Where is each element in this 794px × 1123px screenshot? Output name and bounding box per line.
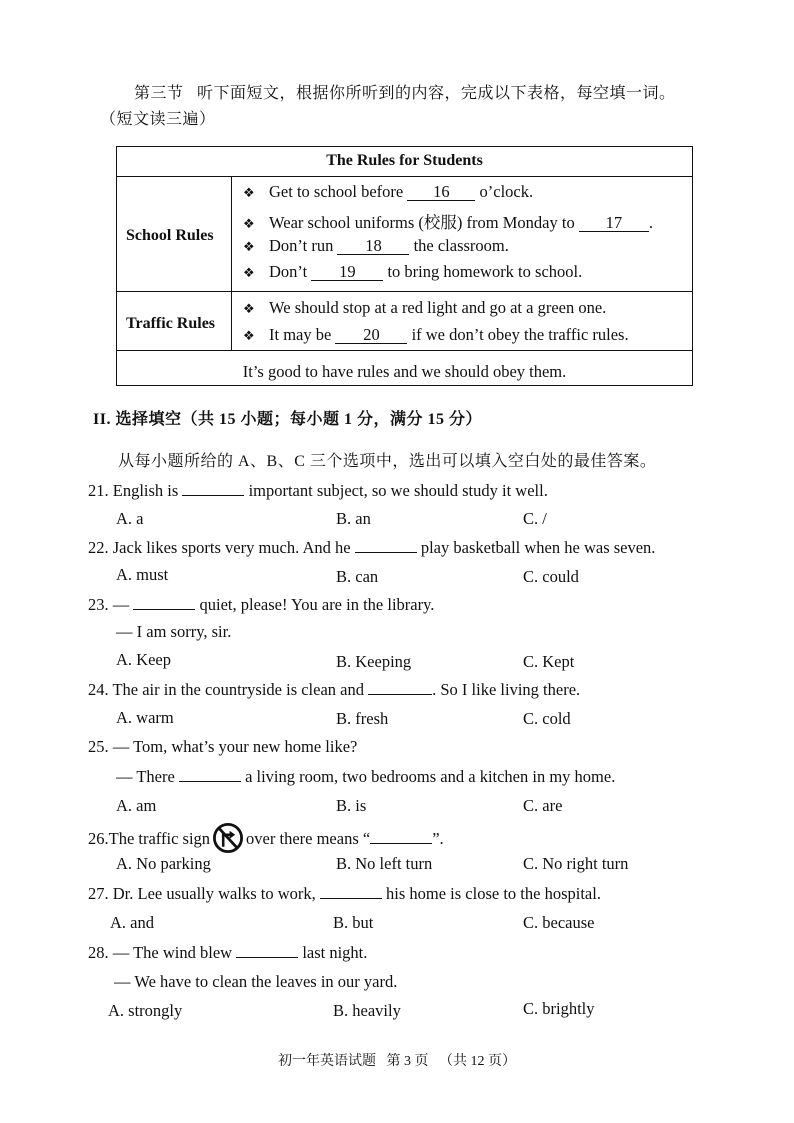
diamond-bullet-icon: ❖ [243,239,255,254]
question-text: last night. [302,943,368,962]
question-text: — There [116,767,175,786]
question-text: — [112,595,130,614]
option-a[interactable]: A. Keep [116,650,171,669]
answer-blank[interactable] [368,680,432,695]
school-rule-item [243,182,533,202]
rule-text: Don’t [269,262,308,281]
rule-text: Don’t run [269,236,334,255]
question-number: 23. [88,595,109,614]
table-title: The Rules for Students [326,152,483,169]
question-reply: — We have to clean the leaves in our yard. [114,972,398,991]
diamond-bullet-icon: ❖ [243,328,255,343]
option-b[interactable]: B. can [336,567,379,586]
question-28 [88,943,367,963]
question-number: 21. [88,481,109,500]
option-b[interactable]: B. an [336,509,371,528]
question-number: 28. [88,943,109,962]
rule-text: if we don’t obey the traffic rules. [411,325,629,344]
part2-instruction: 从每小题所给的 A、B、C 三个选项中，选出可以填入空白处的最佳答案。 [118,453,657,470]
part2-heading: II. 选择填空（共 15 小题；每小题 1 分，满分 15 分） [93,411,482,428]
option-b[interactable]: B. but [333,913,374,932]
answer-blank[interactable] [355,538,417,553]
option-b[interactable]: B. fresh [336,709,389,728]
school-rules-label: School Rules [126,227,214,244]
answer-blank[interactable] [236,943,298,958]
option-a[interactable]: A. a [116,509,144,528]
school-rule-item [243,236,509,256]
question-25 [88,737,357,757]
question-text: play basketball when he was seven. [420,538,656,557]
question-number: 27. [88,884,109,903]
rule-text: the classroom. [413,236,509,255]
table-column-divider [231,176,232,350]
traffic-rule-item [243,325,629,345]
question-text: a living room, two bedrooms and a kitchen in my home. [245,767,616,786]
question-number: 25. [88,737,109,756]
diamond-bullet-icon: ❖ [243,216,255,231]
question-text: ”. [432,828,444,848]
option-b[interactable]: B. No left turn [336,854,433,873]
school-rule-item [243,209,653,233]
question-text: quiet, please! You are in the library. [199,595,435,614]
school-rule-item [243,262,582,282]
question-text: The traffic sign [108,828,211,848]
section3-note: （短文读三遍） [100,111,216,128]
option-c[interactable]: C. are [523,796,563,815]
question-reply: — I am sorry, sir. [116,622,232,641]
page-footer: 初一年英语试题 第 3 页 （共 12 页） [278,1054,516,1069]
option-a[interactable]: A. warm [116,708,174,727]
question-24 [88,680,580,700]
option-b[interactable]: B. is [336,796,367,815]
question-text: . So I like living there. [432,680,581,699]
option-c[interactable]: C. No right turn [523,854,629,873]
option-a[interactable]: A. must [116,565,169,584]
option-a[interactable]: A. am [116,796,157,815]
question-21 [88,481,548,501]
diamond-bullet-icon: ❖ [243,301,255,316]
rule-text: We should stop at a red light and go at a green one. [269,298,607,317]
question-text: over there means “ [246,828,371,848]
rules-table [116,146,693,386]
option-a[interactable]: A. and [110,913,154,932]
rule-text: to bring homework to school. [387,262,583,281]
table-divider [117,350,692,351]
option-b[interactable]: B. Keeping [336,652,412,671]
question-text: The air in the countryside is clean and [112,680,364,699]
rule-text: Get to school before [269,182,404,201]
diamond-bullet-icon: ❖ [243,265,255,280]
answer-blank[interactable] [320,884,382,899]
traffic-rule-item [243,298,606,318]
answer-blank[interactable] [179,767,241,782]
option-b[interactable]: B. heavily [333,1001,401,1020]
option-c[interactable]: C. brightly [523,999,595,1018]
answer-blank[interactable] [370,829,432,844]
question-number: 26. [88,828,109,848]
rule-text: o’clock. [479,182,534,201]
question-27 [88,884,601,904]
traffic-rules-label: Traffic Rules [126,315,216,332]
rule-text: Wear school uniforms (校服) from Monday to [269,213,575,232]
blank-16[interactable]: 16 [407,183,475,201]
blank-20[interactable]: 20 [335,326,407,344]
question-text: Dr. Lee usually walks to work, [112,884,316,903]
question-26 [88,824,444,856]
no-right-turn-sign-icon [212,822,244,854]
question-text: Jack likes sports very much. And he [112,538,351,557]
question-number: 24. [88,680,109,699]
question-text: important subject, so we should study it well. [248,481,548,500]
table-divider [117,291,692,292]
question-number: 22. [88,538,109,557]
question-22 [88,538,655,558]
question-25-reply [116,767,615,787]
question-23 [88,595,434,615]
table-footer-text: It’s good to have rules and we should obey them. [242,362,567,381]
table-divider [117,176,692,177]
diamond-bullet-icon: ❖ [243,185,255,200]
blank-19[interactable]: 19 [311,263,383,281]
blank-18[interactable]: 18 [337,237,409,255]
question-text: English is [112,481,179,500]
option-a[interactable]: A. strongly [108,1001,183,1020]
answer-blank[interactable] [182,481,244,496]
option-c[interactable]: C. Kept [523,652,575,671]
option-c[interactable]: C. could [523,567,579,586]
rule-text: It may be [269,325,332,344]
rule-text: . [648,213,653,232]
section3-heading: 第三节 [134,85,184,102]
option-a[interactable]: A. No parking [116,854,211,873]
blank-17[interactable]: 17 [579,214,649,232]
section3-instruction-line [134,80,676,103]
question-text: — Tom, what’s your new home like? [112,737,358,756]
option-c[interactable]: C. cold [523,709,571,728]
option-c[interactable]: C. / [523,509,547,528]
question-text: his home is close to the hospital. [386,884,601,903]
section3-instruction: 听下面短文，根据你所听到的内容，完成以下表格，每空填一词。 [197,85,676,102]
question-text: — The wind blew [112,943,233,962]
option-c[interactable]: C. because [523,913,595,932]
answer-blank[interactable] [133,595,195,610]
